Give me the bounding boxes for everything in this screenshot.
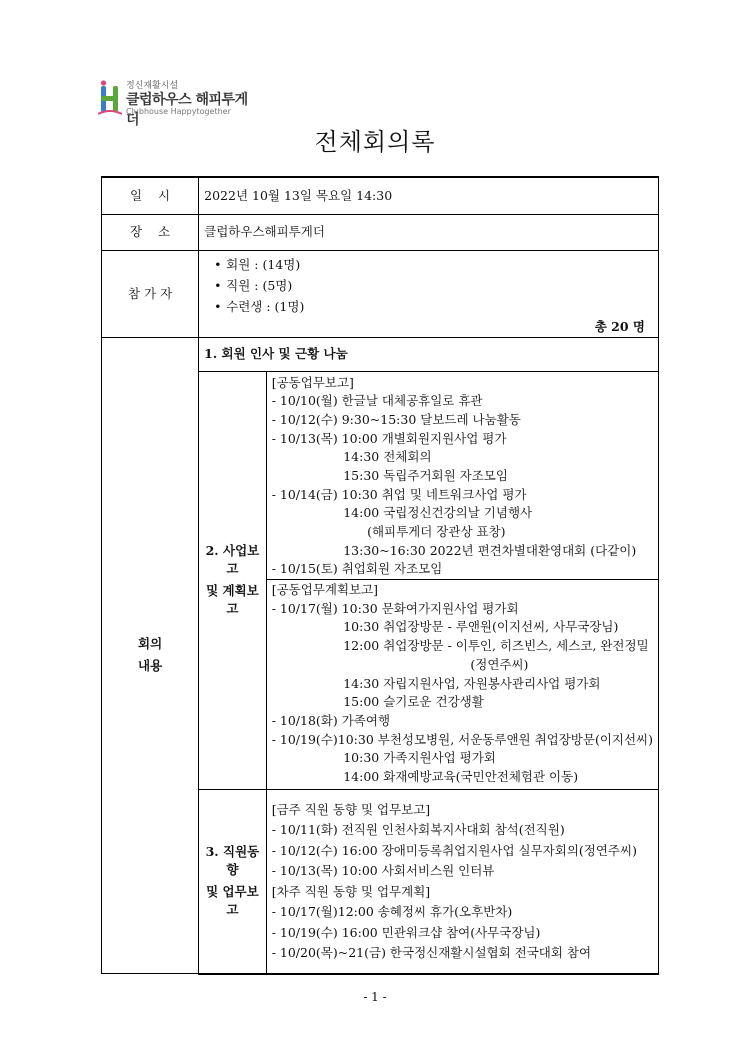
staff-report-cell [266,789,658,974]
plan-line: - 10/18(화) 가족여행 [271,712,391,728]
staff-line: - 10/12(수) 16:00 장애미등록취업지원사업 실무자회의(정연주씨) [271,842,637,858]
staff-line: - 10/20(목)~21(금) 한국정신재활시설협회 전국대회 참여 [271,945,592,961]
plan-line: 10:30 가족지원사업 평가회 [271,750,496,766]
page-number: - 1 - [363,990,387,1004]
place-value: 클럽하우스해피투게더 [199,214,659,250]
plan-line: 14:30 자립지원사업, 자원봉사관리사업 평가회 [271,675,601,691]
logo [98,78,258,128]
plan-line: (정연주씨) [271,656,529,672]
report-line: 14:30 전체회의 [271,449,432,465]
plan-line: 10:30 취업장방문 - 루앤원(이지선씨, 사무국장님) [271,619,619,635]
report-line: - 10/10(월) 한글날 대체공휴일로 휴관 [271,393,483,409]
staff-line: - 10/11(화) 전직원 인천사회복지사대회 참석(전직원) [271,822,565,838]
business-plan-cell [266,580,658,790]
date-row [102,177,659,214]
date-label: 일 시 [102,177,199,214]
logo-subtitle: 정신재활시설 [126,81,179,91]
attendee-item: • 회원 : (14명) [214,254,653,275]
section1-title: 1. 회원 인사 및 근황 나눔 [199,337,659,371]
plan-line: 12:00 취업장방문 - 이투인, 히즈빈스, 세스코, 완전정밀 [271,638,649,654]
attendee-item: • 직원 : (5명) [214,275,653,296]
page-title: 전체회의록 [314,128,436,156]
report-line: (해피투게더 장관상 표창) [271,524,506,539]
plan-line: 14:00 화재예방교육(국민안전체험관 이동) [271,768,579,784]
report-line: - 10/14(금) 10:30 취업 및 네트워크사업 평가 [271,486,527,502]
logo-name: 클럽하우스 해피투게더 [126,92,248,128]
staff-line: [차주 직원 동향 및 업무계획] [271,883,431,899]
minutes-table [101,176,659,975]
attendee-list [204,254,653,317]
attendees-total: 총 20 명 [594,318,645,334]
report-line: 14:00 국립정신건강의날 기념행사 [271,505,533,521]
staff-line: - 10/17(월)12:00 송혜정씨 휴가(오후반차) [271,904,513,920]
place-label: 장 소 [102,214,199,250]
report-line: - 10/15(토) 취업회원 자조모임 [271,561,443,577]
staff-line: - 10/19(수) 16:00 민관워크샵 참여(사무국장님) [271,924,541,940]
attendee-item: • 수련생 : (1명) [214,296,653,317]
section3-label: 3. 직원동향 및 업무보고 [199,789,267,974]
report-line: 13:30~16:30 2022년 편견차별대환영대회 (다같이) [271,542,637,558]
plan-line: - 10/19(수)10:30 부천성모병원, 서운동루앤원 취업장방문(이지선씨) [271,731,653,747]
report-line: 15:30 독립주거회원 자조모임 [271,467,508,483]
attendees-label: 참 가 자 [102,250,199,337]
section1-row [102,337,659,371]
attendees-cell [199,250,659,337]
attendees-row [102,250,659,337]
plan-line: [공동업무계획보고] [271,582,379,598]
report-line: - 10/12(수) 9:30~15:30 달보드레 나눔활동 [271,411,521,427]
staff-line: - 10/13(목) 10:00 사회서비스원 인터뷰 [271,863,495,879]
staff-line: [금주 직원 동향 및 업무보고] [271,801,431,817]
business-report-cell [266,371,658,580]
section2-label: 2. 사업보고 및 계획보고 [199,371,267,789]
meeting-label: 회의 내용 [102,337,199,974]
date-value: 2022년 10월 13일 목요일 14:30 [199,177,659,214]
clubhouse-logo-icon [98,80,122,116]
plan-line: 15:00 슬기로운 건강생활 [271,694,484,710]
logo-english-name: Clubhouse Happytogether [126,107,231,116]
report-line: [공동업무보고] [271,374,354,390]
report-line: - 10/13(목) 10:00 개별회원지원사업 평가 [271,430,507,446]
place-row [102,214,659,250]
plan-line: - 10/17(월) 10:30 문화여가지원사업 평가회 [271,600,519,616]
